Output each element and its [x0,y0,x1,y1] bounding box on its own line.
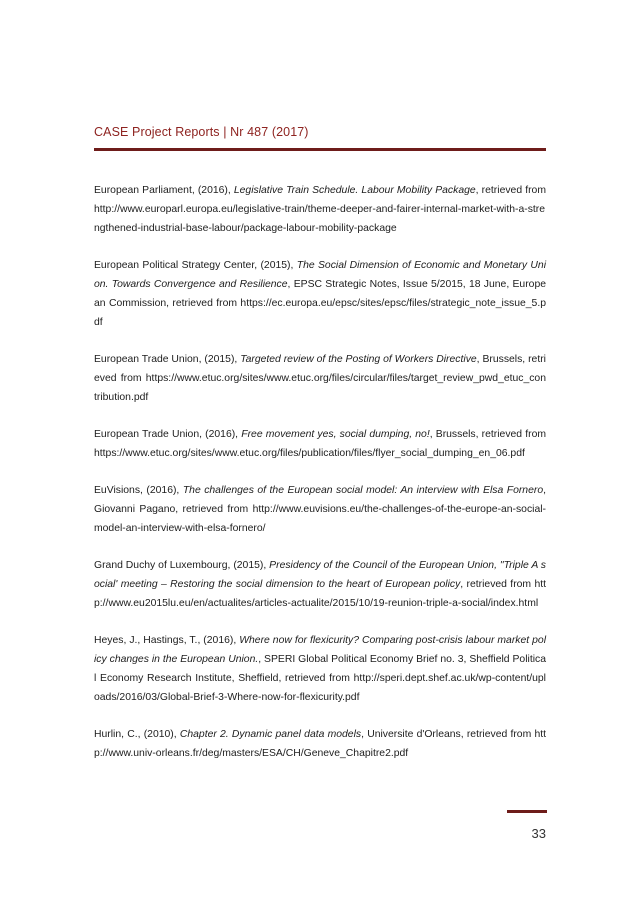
reference-item [94,350,546,407]
reference-title: Presidency of the Council of the European Union, "Triple A social' meeting – Restoring the social dimension to the heart of European policy [94,560,546,590]
reference-item [94,631,546,707]
header-divider [94,148,546,151]
reference-source: , retrieved from http://www.eu2015lu.eu/en/actualites/articles-actualite/2015/10/19-reunion-triple-a-social/index.html [94,579,546,609]
reference-item [94,481,546,538]
reference-title: Free movement yes, social dumping, no! [241,429,430,440]
reference-title: Where now for flexicurity? Comparing post-crisis labour market policy changes in the European Union. [94,635,546,665]
reference-title: The challenges of the European social model: An interview with Elsa Fornero [182,485,544,496]
reference-source: , Brussels, retrieved from https://www.etuc.org/sites/www.etuc.org/files/publication/files/flyer_social_dumping_en_06.pdf [94,429,547,459]
reference-authors: European Trade Union, (2015), [94,354,241,365]
references-list [94,181,546,781]
reference-authors: European Parliament, (2016), [94,185,234,196]
reference-item [94,725,546,763]
reference-source: , EPSC Strategic Notes, Issue 5/2015, 18 June, European Commission, retrieved from https://ec.europa.eu/epsc/sites/epsc/files/strategic_note_issue_5.pdf [94,279,546,328]
reference-source: , retrieved from http://www.europarl.europa.eu/legislative-train/theme-deeper-and-fairer-internal-market-with-a-strengthened-industrial-base-labour/package-labour-mobility-package [94,185,546,234]
page-number: 33 [531,826,546,841]
reference-item [94,256,546,332]
reference-title: Chapter 2. Dynamic panel data models [179,729,362,740]
reference-authors: Heyes, J., Hastings, T., (2016), [94,635,240,646]
reference-authors: European Trade Union, (2016), [94,429,242,440]
footer-divider [507,810,547,813]
reference-item [94,181,546,238]
reference-item [94,556,546,613]
reference-authors: EuVisions, (2016), [94,485,183,496]
reference-authors: Hurlin, C., (2010), [94,729,180,740]
reference-title: The Social Dimension of Economic and Monetary Union. Towards Convergence and Resilience [94,260,546,290]
reference-source: , Universite d'Orleans, retrieved from http://www.univ-orleans.fr/deg/masters/ESA/CH/Geneve_Chapitre2.pdf [94,729,547,759]
reference-source: , Brussels, retrieved from https://www.etuc.org/sites/www.etuc.org/files/circular/files/target_review_pwd_etuc_contribution.pdf [94,354,546,403]
reference-title: Targeted review of the Posting of Workers Directive [240,354,477,365]
page-header-title: CASE Project Reports | Nr 487 (2017) [94,125,309,139]
reference-source: , SPERI Global Political Economy Brief no. 3, Sheffield Political Economy Research Institute, Sheffield, retrieved from http://speri.dept.shef.ac.uk/wp-content/uploads/2016/03/Global-Brief-3-Where-now-for-flexicurity.pdf [94,654,546,703]
reference-title: Legislative Train Schedule. Labour Mobility Package [233,185,476,196]
reference-source: , Giovanni Pagano, retrieved from http://www.euvisions.eu/the-challenges-of-the-europe-an-social-model-an-interview-with-elsa-fornero/ [94,485,546,534]
reference-item [94,425,546,463]
reference-authors: Grand Duchy of Luxembourg, (2015), [94,560,270,571]
reference-authors: European Political Strategy Center, (2015), [94,260,297,271]
